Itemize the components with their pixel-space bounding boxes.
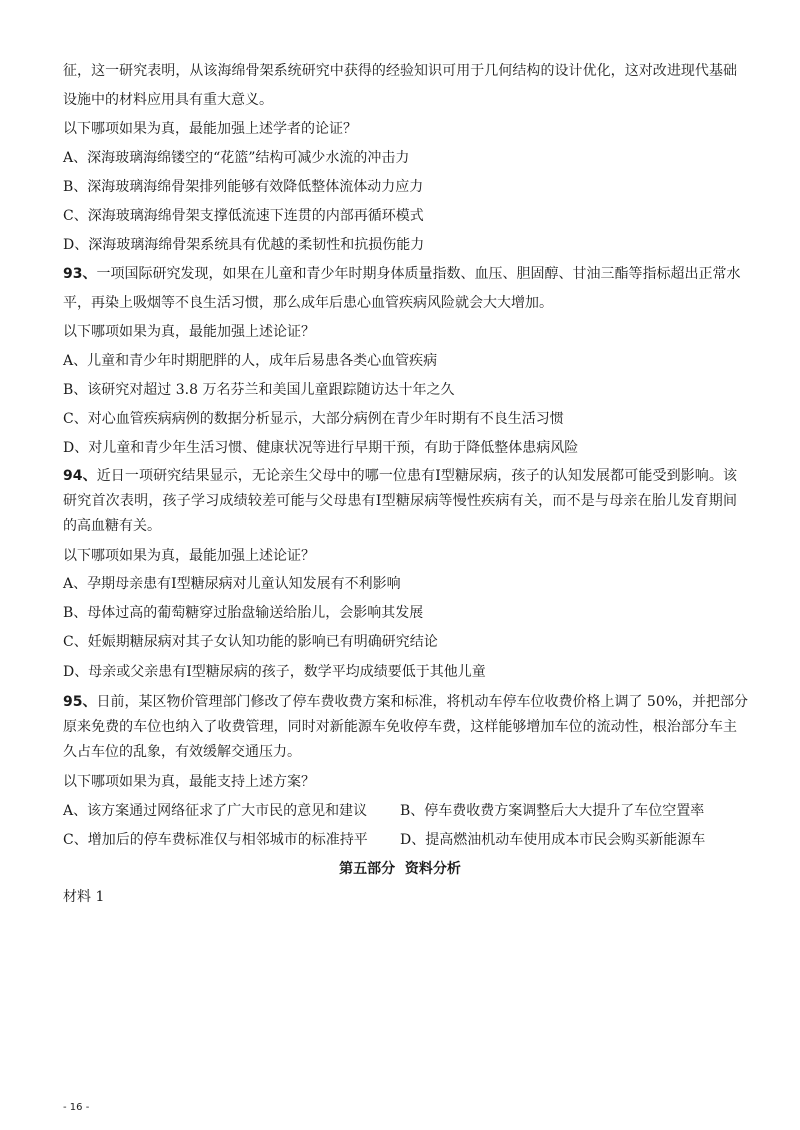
q95-option-b: B、停车费收费方案调整后大大提升了车位空置率	[400, 803, 705, 819]
q92-stem-line: 设施中的材料应用具有重大意义。	[63, 92, 273, 108]
material-label: 材料 1	[63, 889, 105, 905]
q94-option-c: C、妊娠期糖尿病对其子女认知功能的影响已有明确研究结论	[63, 634, 438, 650]
q94-option-a: A、孕期母亲患有Ⅰ型糖尿病对儿童认知发展有不利影响	[63, 576, 401, 592]
q95-number: 95、	[63, 694, 97, 710]
q93-stem-line: 平，再染上吸烟等不良生活习惯，那么成年后患心血管疾病风险就会大大增加。	[63, 295, 553, 311]
q92-option-d: D、深海玻璃海绵骨架系统具有优越的柔韧性和抗损伤能力	[63, 237, 425, 253]
q94-stem-line: 的高血糖有关。	[63, 518, 161, 534]
q94-option-d: D、母亲或父亲患有Ⅰ型糖尿病的孩子，数学平均成绩要低于其他儿童	[63, 664, 486, 680]
q92-prompt: 以下哪项如果为真，最能加强上述学者的论证？	[63, 121, 357, 137]
section-title: 第五部分 资料分析	[339, 861, 461, 877]
q94-prompt: 以下哪项如果为真，最能加强上述论证？	[63, 548, 315, 564]
q95-option-c: C、增加后的停车费标准仅与相邻城市的标准持平	[63, 832, 368, 848]
q95-option-a: A、该方案通过网络征求了广大市民的意见和建议	[63, 803, 368, 819]
q94-option-b: B、母体过高的葡萄糖穿过胎盘输送给胎儿，会影响其发展	[63, 605, 424, 621]
q92-option-a: A、深海玻璃海绵镂空的“花篮”结构可减少水流的冲击力	[63, 150, 410, 166]
page-number: - 16 -	[63, 1102, 90, 1113]
q93-option-d: D、对儿童和青少年生活习惯、健康状况等进行早期干预，有助于降低整体患病风险	[63, 440, 579, 456]
q95-option-d: D、提高燃油机动车使用成本市民会购买新能源车	[400, 832, 706, 848]
q94-number: 94、	[63, 468, 97, 484]
q92-stem-line: 征，这一研究表明，从该海绵骨架系统研究中获得的经验知识可用于几何结构的设计优化，这对改进现代基础	[63, 63, 737, 79]
q94-stem-line: 研究首次表明，孩子学习成绩较差可能与父母患有Ⅰ型糖尿病等慢性疾病有关，而不是与母亲在胎儿发育期间	[63, 493, 737, 509]
q95-stem-line: 原来免费的车位也纳入了收费管理，同时对新能源车免收停车费，这样能够增加车位的流动性，根治部分车主	[63, 719, 737, 735]
q93-option-c: C、对心血管疾病病例的数据分析显示，大部分病例在青少年时期有不良生活习惯	[63, 411, 564, 427]
q93-prompt: 以下哪项如果为真，最能加强上述论证？	[63, 324, 315, 340]
q95-stem-text: 日前，某区物价管理部门修改了停车费收费方案和标准，将机动车停车位收费价格上调了 50%，并把部分	[96, 694, 749, 710]
q94-stem-text: 近日一项研究结果显示，无论亲生父母中的哪一位患有Ⅰ型糖尿病，孩子的认知发展都可能受到影响。该	[96, 468, 738, 484]
q95-stem-line: 久占车位的乱象，有效缓解交通压力。	[63, 744, 301, 760]
q93-stem-line	[63, 260, 741, 289]
q93-stem-text: 一项国际研究发现，如果在儿童和青少年时期身体质量指数、血压、胆固醇、甘油三酯等指标超出正常水	[96, 266, 741, 282]
q93-option-a: A、儿童和青少年时期肥胖的人，成年后易患各类心血管疾病	[63, 353, 438, 369]
q95-prompt: 以下哪项如果为真，最能支持上述方案？	[63, 774, 315, 790]
q92-option-b: B、深海玻璃海绵骨架排列能够有效降低整体流体动力应力	[63, 179, 424, 195]
q93-option-b: B、该研究对超过 3.8 万名芬兰和美国儿童跟踪随访达十年之久	[63, 382, 455, 398]
q92-option-c: C、深海玻璃海绵骨架支撑低流速下连贯的内部再循环模式	[63, 208, 424, 224]
q93-number: 93、	[63, 266, 97, 282]
